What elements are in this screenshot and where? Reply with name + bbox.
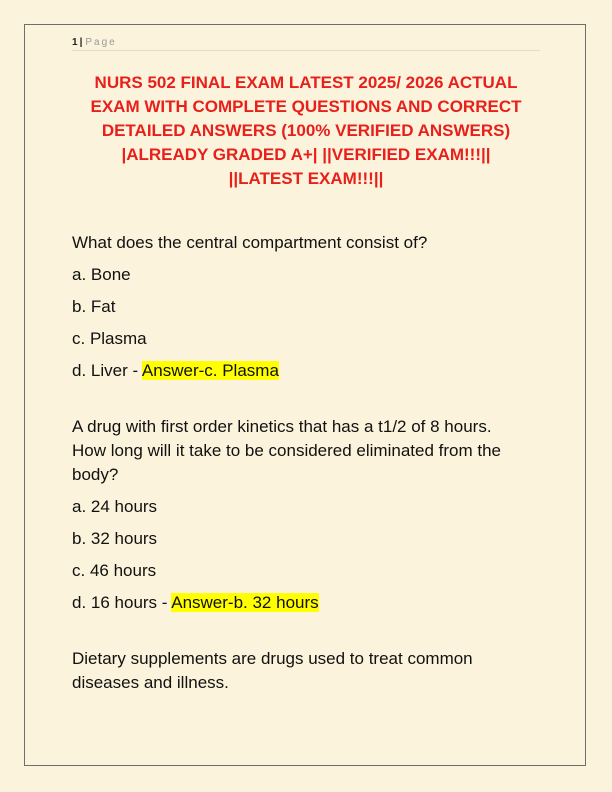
- question-3: [72, 647, 540, 695]
- page-label: Page: [85, 37, 117, 48]
- option-d: [72, 591, 540, 615]
- option-b: b. Fat: [72, 297, 116, 316]
- question-2: [72, 415, 540, 615]
- header-separator: |: [79, 37, 83, 48]
- option-d-text: d. 16 hours -: [72, 593, 172, 612]
- title-line: ||LATEST EXAM!!!||: [228, 169, 384, 188]
- document-title: [72, 71, 540, 191]
- question-text-line: Dietary supplements are drugs used to treat common: [72, 649, 473, 668]
- option-b: b. 32 hours: [72, 529, 158, 548]
- question-1: [72, 231, 540, 383]
- document-body: [72, 231, 540, 695]
- question-text-line: body?: [72, 465, 119, 484]
- question-text-line: diseases and illness.: [72, 673, 229, 692]
- option-d-text: d. Liver -: [72, 361, 142, 380]
- option-c: c. 46 hours: [72, 561, 157, 580]
- answer-highlight: Answer-b. 32 hours: [171, 593, 319, 612]
- question-text: What does the central compartment consist of?: [72, 233, 428, 252]
- title-line: NURS 502 FINAL EXAM LATEST 2025/ 2026 ACTUAL: [94, 73, 518, 92]
- page-header: [72, 36, 540, 51]
- title-line: DETAILED ANSWERS (100% VERIFIED ANSWERS): [101, 121, 511, 140]
- question-text-line: How long will it take to be considered eliminated from the: [72, 441, 501, 460]
- option-c: c. Plasma: [72, 329, 147, 348]
- answer-highlight: Answer-c. Plasma: [141, 361, 279, 380]
- option-a: a. 24 hours: [72, 497, 158, 516]
- page-number: 1: [72, 37, 78, 48]
- title-line: EXAM WITH COMPLETE QUESTIONS AND CORRECT: [90, 97, 522, 116]
- option-a: a. Bone: [72, 265, 131, 284]
- title-line: |ALREADY GRADED A+| ||VERIFIED EXAM!!!||: [121, 145, 491, 164]
- question-text-line: A drug with first order kinetics that has a t1/2 of 8 hours.: [72, 417, 492, 436]
- option-d: [72, 359, 540, 383]
